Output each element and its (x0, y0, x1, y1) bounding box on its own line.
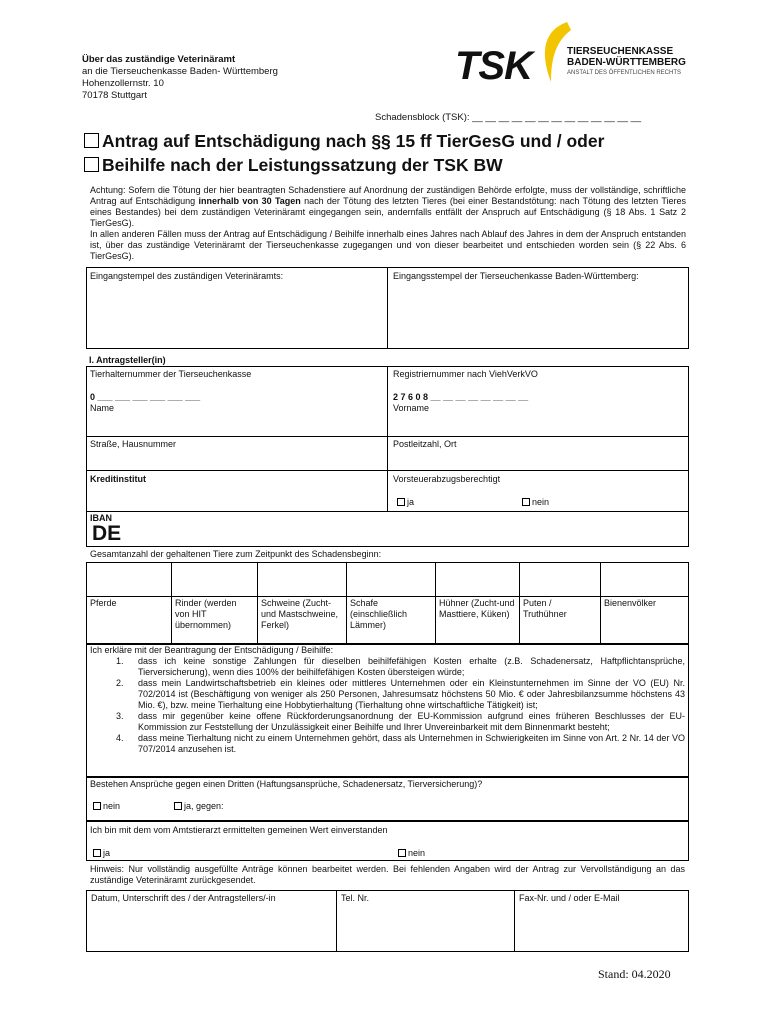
animals-heading: Gesamtanzahl der gehaltenen Tiere zum Zeitpunkt des Schadensbeginn: (90, 549, 382, 559)
logo-line-2: BADEN-WÜRTTEMBERG (567, 57, 686, 68)
declaration-item: 4. dass meine Tierhaltung nicht zu einem Unternehmen gehört, dass als Unternehmen in Schwierigkeiten im Sinne von Art. 2 Nr. 14 der VO 707/2014 anzusehen ist. (116, 733, 685, 754)
zip-label: Postleitzahl, Ort (393, 439, 457, 449)
signature-fax-label: Fax-Nr. und / oder E-Mail (519, 893, 620, 903)
animals-col-pferde: Pferde (90, 598, 117, 608)
schadensblock-label: Schadensblock (TSK): (375, 112, 470, 123)
stamp-tsk-label: Eingangsstempel der Tierseuchenkasse Baden-Württemberg: (393, 271, 639, 281)
declaration-list (90, 656, 685, 755)
title-line-1[interactable] (84, 130, 604, 153)
tsk-number-label: Tierhalternummer der Tierseuchenkasse (90, 369, 252, 379)
sender-heading: Über das zuständige Veterinäramt (82, 54, 236, 65)
reg-number-field[interactable]: 2 7 6 0 8 __ __ __ __ __ __ __ __ (393, 392, 529, 402)
claims-no-option[interactable]: nein (93, 801, 120, 812)
signature-date-label: Datum, Unterschrift des / der Antragstellers/-in (91, 893, 276, 903)
title-checkbox-1[interactable] (84, 133, 99, 148)
claims-no-checkbox[interactable] (93, 802, 101, 810)
logo-line-1: TIERSEUCHENKASSE (567, 46, 674, 57)
sender-line-2: Hohenzollernstr. 10 (82, 78, 164, 89)
agree-yes-option[interactable]: ja (93, 848, 110, 859)
animals-col-puten: Puten / Truthühner (523, 598, 567, 619)
declaration-intro: Ich erkläre mit der Beantragung der Entschädigung / Beihilfe: (90, 645, 334, 655)
stamp-vet-label: Eingangstempel des zuständigen Veterinäramts: (90, 271, 284, 281)
declaration-item: 3. dass mir gegenüber keine offene Rückforderungsanordnung der EU-Kommission aufgrund eines früheren Beschlusses der EU-Kommission zur Feststellung der Unzulässigkeit einer Beihilfe und Ihrer Unvereinbarkeit mit dem Binnenmarkt besteht; (116, 711, 685, 732)
logo-mark: TSK (455, 44, 532, 88)
schadensblock-blank: __ __ __ __ __ __ __ __ __ __ __ __ __ (472, 112, 642, 123)
declaration-item: 2. dass mein Landwirtschaftsbetrieb ein kleines oder mittleres Unternehmen oder ein Kleinstunternehmen im Sinne der VO (EU) Nr. 702/2014 ist (Beschäftigung von weniger als 250 Personen, Jahresumsatz höchstens 50 Mio. € oder Jahresbilanzsumme höchstens 43 Mio. €), bzw. meine Tierhaltung eine Hobbytierhaltung (Tierhaltung ohne wirtschaftliche Tätigkeit) ist; (116, 678, 685, 710)
vorname-label: Vorname (393, 403, 430, 413)
title-text-2: Beihilfe nach der Leistungssatzung der TSK BW (102, 155, 503, 175)
vat-label: Vorsteuerabzugsberechtigt (393, 474, 501, 484)
declaration-item: 1. dass ich keine sonstige Zahlungen für dieselben beihilfefähigen Kosten erhalte (z.B. Schadenersatz, Haftpflichtansprüche, Tierversicherung), wenn dies 100% der beihilfefähigen Kosten übersteigen würde; (116, 656, 685, 677)
sender-line-3: 70178 Stuttgart (82, 90, 147, 101)
signature-tel-label: Tel. Nr. (341, 893, 370, 903)
hint: Hinweis: Nur vollständig ausgefüllte Anträge können bearbeitet werden. Bei fehlenden Angaben wird der Antrag zur Vervollständigung an das zuständige Veterinäramt zurückgesendet. (90, 864, 685, 885)
sender-line-1: an die Tierseuchenkasse Baden- Württemberg (82, 66, 278, 77)
street-label: Straße, Hausnummer (90, 439, 177, 449)
claims-question: Bestehen Ansprüche gegen einen Dritten (Haftungsansprüche, Schadenersatz, Tierversicherung)? (90, 779, 483, 789)
claims-yes-checkbox[interactable] (174, 802, 182, 810)
logo-line-3: ANSTALT DES ÖFFENTLICHEN RECHTS (567, 70, 682, 76)
animals-col-rinder: Rinder (werden von HIT übernommen) (175, 598, 237, 630)
animals-col-schafe: Schafe (einschließlich Lämmer) (350, 598, 408, 630)
signature-field[interactable] (87, 906, 335, 951)
schadensblock[interactable] (375, 112, 641, 124)
reg-number-label: Registriernummer nach ViehVerkVO (393, 369, 538, 379)
agree-question: Ich bin mit dem vom Amtstierarzt ermittelten gemeinen Wert einverstanden (90, 825, 388, 835)
title-checkbox-2[interactable] (84, 157, 99, 172)
agree-no-checkbox[interactable] (398, 849, 406, 857)
vat-no-checkbox[interactable] (522, 498, 530, 506)
notice-p2: In allen anderen Fällen muss der Antrag auf Entschädigung / Beihilfe innerhalb eines Jahres nach Ablauf des Jahres in dem der Anspruch entstanden ist, über das zuständige Veterinäramt der Tierseuchenkasse zugegangen und von dieser bearbeitet und entschieden worden sein (§ 22 Abs. 6 TierGesG). (90, 229, 686, 261)
applicant-heading: I. Antragsteller(in) (89, 355, 166, 365)
animals-col-bienen: Bienenvölker (604, 598, 657, 608)
agree-no-option[interactable]: nein (398, 848, 425, 859)
vat-no-option[interactable]: nein (522, 497, 549, 508)
iban-field[interactable]: DE (92, 522, 122, 545)
animals-col-schweine: Schweine (Zucht- und Mastschweine, Ferkel) (261, 598, 339, 630)
animals-col-huehner: Hühner (Zucht-und Masttiere, Küken) (439, 598, 515, 619)
bank-label: Kreditinstitut (90, 474, 146, 484)
tsk-logo (455, 20, 695, 88)
title-line-2[interactable] (84, 154, 503, 177)
tel-field[interactable] (337, 906, 513, 951)
footer-stand: Stand: 04.2020 (598, 967, 671, 981)
agree-yes-checkbox[interactable] (93, 849, 101, 857)
fax-field[interactable] (515, 906, 688, 951)
tsk-number-field[interactable]: 0 ___ ___ ___ ___ ___ ___ (90, 392, 201, 402)
notice-p1: Achtung: Sofern die Tötung der hier beantragten Schadenstiere auf Anordnung der zuständigen Behörde erfolgte, muss der vollständige, schriftliche Antrag auf Entschädigung innerhalb von 30 Tagen nach der Tötung des letzten Tieres (bei einer Bestandstötung: nach Tötung des letzten Tieres eines Bestandes) bei dem zuständigen Veterinäramt eingegangen sein, andernfalls entfällt der Anspruch auf Entschädigung (§ 18 Abs. 1 Satz 2 TierGesG). (90, 185, 686, 228)
vat-yes-option[interactable]: ja (397, 497, 414, 508)
claims-yes-option[interactable]: ja, gegen: (174, 801, 224, 812)
name-label: Name (90, 403, 115, 413)
notice (90, 185, 686, 262)
vat-yes-checkbox[interactable] (397, 498, 405, 506)
iban-label: IBAN (90, 513, 112, 523)
title-text-1: Antrag auf Entschädigung nach §§ 15 ff TierGesG und / oder (102, 131, 605, 151)
